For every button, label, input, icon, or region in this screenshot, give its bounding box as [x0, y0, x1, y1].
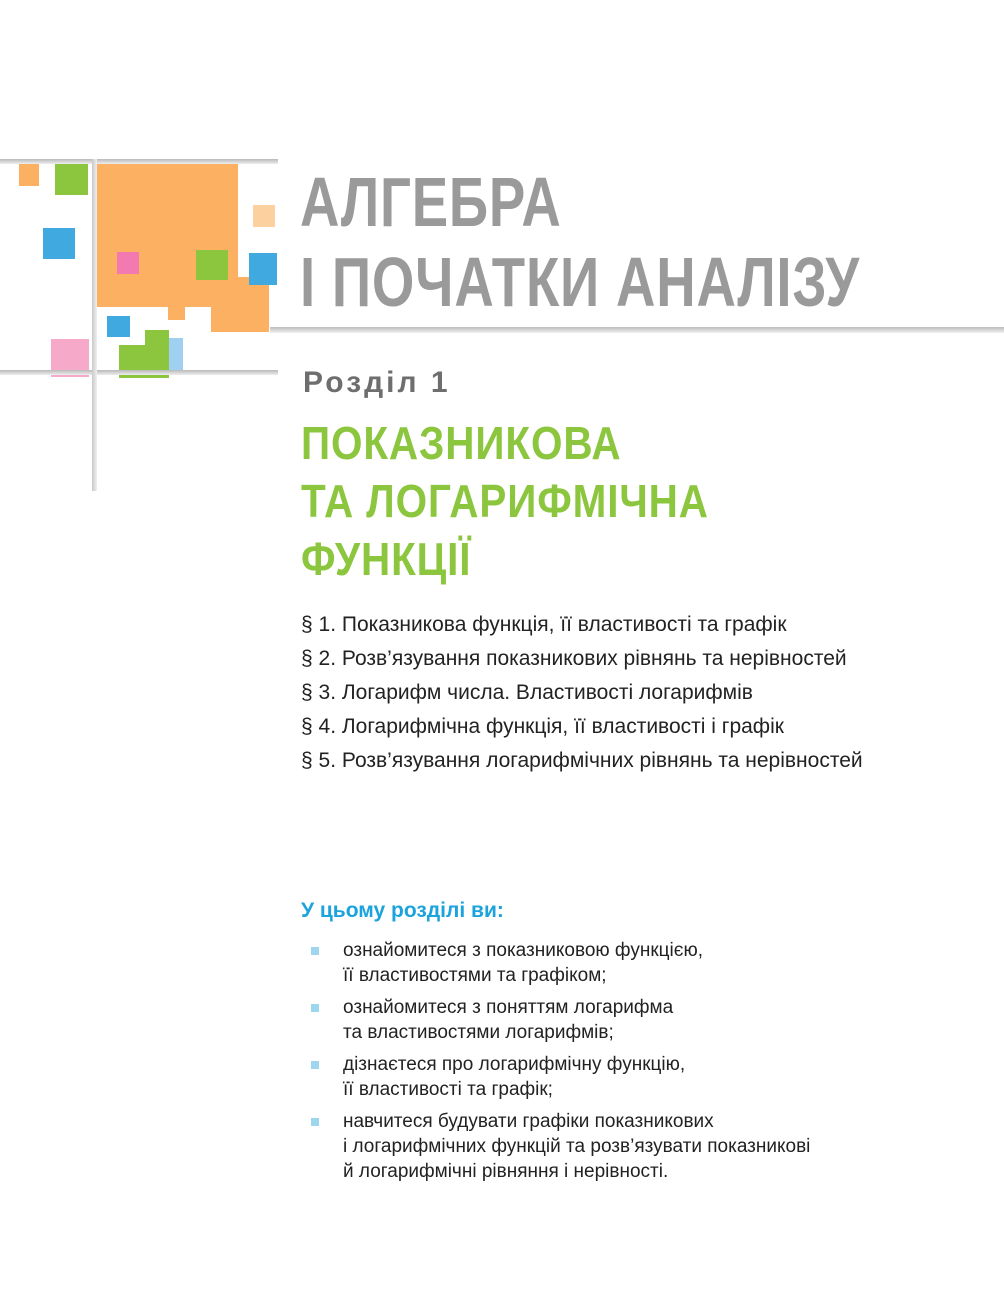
mosaic-square — [19, 164, 39, 186]
mosaic-square — [107, 316, 130, 337]
goal-item — [311, 995, 810, 1045]
section-title-line: ТА ЛОГАРИФМІЧНА — [301, 475, 709, 527]
mosaic-square — [211, 277, 269, 332]
section-label: Розділ 1 — [303, 366, 451, 399]
square-bullet-icon — [311, 1004, 319, 1012]
title-underline — [270, 327, 1004, 333]
goal-item — [311, 938, 810, 988]
goal-text: ознайомитеся з показниковою функцією, її властивостями та графіком; — [343, 940, 703, 986]
decorative-line — [0, 159, 278, 164]
mosaic-square — [196, 250, 228, 280]
goal-text: навчитеся будувати графіки показникових і логарифмічних функцій та розв’язувати показникові й логарифмічні рівняння і нерівності. — [343, 1111, 811, 1182]
decorative-line — [0, 370, 278, 375]
section-title-line: ПОКАЗНИКОВА — [301, 417, 622, 469]
mosaic-square — [43, 228, 75, 259]
square-bullet-icon — [311, 1061, 319, 1069]
goal-item — [311, 1052, 810, 1102]
toc-item: § 2. Розв’язування показникових рівнянь та нерівностей — [301, 647, 847, 670]
mosaic-square — [145, 330, 169, 348]
decorative-line — [92, 159, 97, 491]
book-title-line: АЛГЕБРА — [300, 163, 562, 241]
section-title — [301, 414, 709, 588]
book-title-line: І ПОЧАТКИ АНАЛІЗУ — [300, 243, 861, 321]
goal-text: ознайомитеся з поняттям логарифма та властивостями логарифмів; — [343, 997, 674, 1043]
goals-heading: У цьому розділі ви: — [301, 899, 504, 922]
square-bullet-icon — [311, 1118, 319, 1126]
book-title — [300, 162, 860, 322]
table-of-contents — [301, 608, 863, 778]
square-bullet-icon — [311, 947, 319, 955]
toc-item: § 3. Логарифм числа. Властивості логарифмів — [301, 681, 753, 704]
toc-item: § 4. Логарифмічна функція, її властивості і графік — [301, 715, 784, 738]
goal-item — [311, 1109, 810, 1184]
toc-item: § 5. Розв’язування логарифмічних рівнянь та нерівностей — [301, 749, 863, 772]
mosaic-square — [253, 205, 275, 227]
mosaic-square — [55, 164, 88, 195]
goals-list — [311, 938, 810, 1191]
mosaic-square — [169, 338, 183, 370]
section-title-line: ФУНКЦІЇ — [301, 533, 472, 585]
toc-item: § 1. Показникова функція, її властивості та графік — [301, 613, 787, 636]
mosaic-square — [249, 253, 277, 285]
goal-text: дізнаєтеся про логарифмічну функцію, її властивості та графік; — [343, 1054, 686, 1100]
mosaic-square — [117, 252, 139, 274]
mosaic-square — [168, 290, 185, 320]
